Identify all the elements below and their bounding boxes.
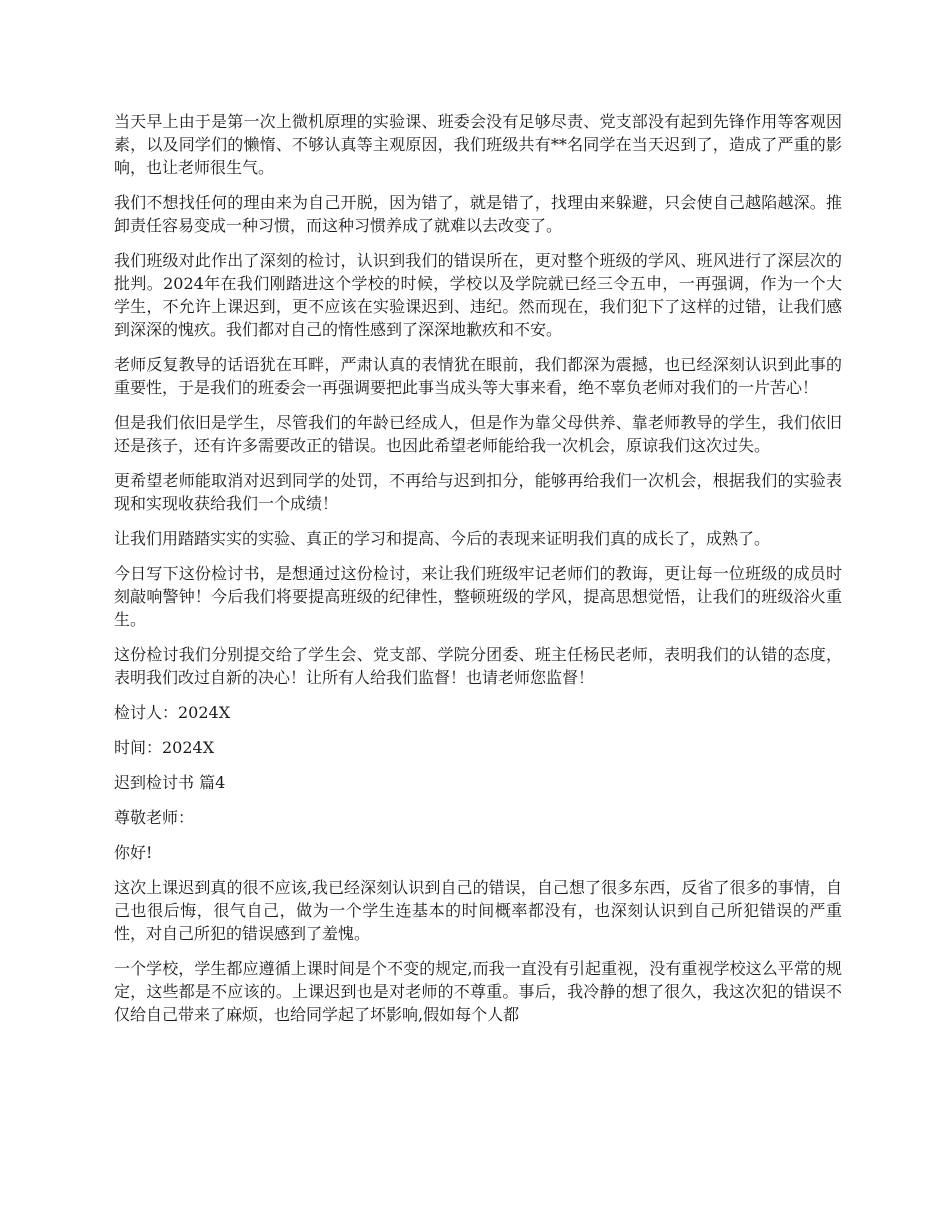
paragraph: 但是我们依旧是学生，尽管我们的年龄已经成人，但是作为靠父母供养、靠老师教导的学生，我们依旧还是孩子，还有许多需要改正的错误。也因此希望老师能给我一次机会，原谅我们这次过失。	[114, 413, 842, 455]
paragraph: 这份检讨我们分别提交给了学生会、党支部、学院分团委、班主任杨民老师，表明我们的认错的态度，表明我们改过自新的决心！让所有人给我们监督！也请老师您监督！	[114, 645, 842, 687]
paragraph: 这次上课迟到真的很不应该,我已经深刻认识到自己的错误，自己想了很多东西，反省了很多的事情，自己也很后悔，很气自己，做为一个学生连基本的时间概率都没有，也深刻认识到自己所犯错误的严重性，对自己所犯的错误感到了羞愧。	[114, 878, 842, 943]
document-page	[114, 110, 842, 1038]
greeting: 你好!	[114, 843, 153, 862]
paragraph: 我们不想找任何的理由来为自己开脱，因为错了，就是错了，找理由来躲避，只会使自己越陷越深。推卸责任容易变成一种习惯，而这种习惯养成了就难以去改变了。	[114, 193, 842, 235]
paragraph: 更希望老师能取消对迟到同学的处罚，不再给与迟到扣分，能够再给我们一次机会，根据我们的实验表现和实现收获给我们一个成绩！	[114, 471, 842, 513]
paragraph: 让我们用踏踏实实的实验、真正的学习和提高、今后的表现来证明我们真的成长了，成熟了。	[114, 529, 771, 548]
paragraph: 一个学校，学生都应遵循上课时间是个不变的规定,而我一直没有引起重视，没有重视学校这么平常的规定，这些都是不应该的。上课迟到也是对老师的不尊重。事后，我冷静的想了很久，我这次犯的错误不仅给自己带来了麻烦，也给同学起了坏影响,假如每个人都	[114, 959, 842, 1024]
date-line: 时间：2024X	[114, 738, 215, 757]
section-heading: 迟到检讨书 篇4	[114, 773, 226, 792]
salutation: 尊敬老师：	[114, 808, 195, 827]
paragraph: 我们班级对此作出了深刻的检讨，认识到我们的错误所在，更对整个班级的学风、班风进行了深层次的批判。2024年在我们刚踏进这个学校的时候，学校以及学院就已经三令五申，一再强调，作为一个大学生，不允许上课迟到，更不应该在实验课迟到、违纪。然而现在，我们犯下了这样的过错，让我们感到深深的愧疚。我们都对自己的惰性感到了深深地歉疚和不安。	[114, 251, 842, 339]
signature-line: 检讨人：2024X	[114, 703, 231, 722]
paragraph: 当天早上由于是第一次上微机原理的实验课、班委会没有足够尽责、党支部没有起到先锋作用等客观因素，以及同学们的懒惰、不够认真等主观原因，我们班级共有**名同学在当天迟到了，造成了严重的影响，也让老师很生气。	[114, 112, 842, 177]
paragraph: 今日写下这份检讨书，是想通过这份检讨，来让我们班级牢记老师们的教诲，更让每一位班级的成员时刻敲响警钟！今后我们将要提高班级的纪律性，整顿班级的学风，提高思想觉悟，让我们的班级浴火重生。	[114, 564, 842, 629]
paragraph: 老师反复教导的话语犹在耳畔，严肃认真的表情犹在眼前，我们都深为震撼，也已经深刻认识到此事的重要性，于是我们的班委会一再强调要把此事当成头等大事来看，绝不辜负老师对我们的一片苦心！	[114, 355, 842, 397]
